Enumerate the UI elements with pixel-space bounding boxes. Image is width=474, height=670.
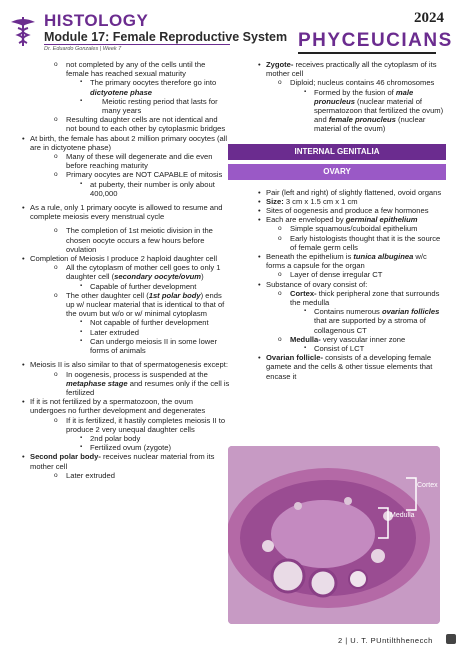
list-item: • Size: 3 cm x 1.5 cm x 1 cm	[254, 197, 444, 206]
caduceus-logo-icon	[6, 14, 40, 48]
subject-title: HISTOLOGY	[44, 11, 149, 30]
list-item: ▪ Can undergo meiosis II in some lower forms of animals	[30, 337, 230, 355]
ovary-micrograph	[228, 446, 440, 624]
list-item: o not completed by any of the cells until the female has reached sexual maturity	[30, 60, 230, 78]
right-column	[254, 60, 444, 381]
list-item: • Ovarian follicle- consists of a developing female gamete and the cells & other tissue elements that encase it	[254, 353, 444, 381]
list-item: o Early histologists thought that it is the source of female germ cells	[254, 234, 444, 252]
list-item: ▪ Meiotic resting period that lasts for many years	[30, 97, 230, 115]
ovary-histology-image	[228, 446, 440, 624]
list-item: • Completion of Meiosis I produce 2 haploid daughter cell	[18, 254, 230, 263]
list-item: o The other daughter cell (1st polar body) ends up w/ nuclear material that is identical to that of the ovum but w/o or w/ minimal cytoplasm	[30, 291, 230, 319]
list-item: o If it is fertilized, it hastily completes meiosis II to produce 2 very unequal daughter cells	[30, 416, 230, 434]
list-item: ▪ Fertilized ovum (zygote)	[30, 443, 230, 452]
lecturer-info: Dr. Eduardo Gonzales | Week 7	[44, 46, 122, 52]
list-item: • As a rule, only 1 primary oocyte is allowed to resume and complete meiosis every menstrual cycle	[18, 203, 230, 221]
list-item: o Later extruded	[30, 471, 230, 480]
list-item: o Layer of dense irregular CT	[254, 270, 444, 279]
page-header	[0, 0, 474, 56]
section-header-ovary: OVARY	[228, 164, 446, 180]
list-item: ▪ Formed by the fusion of male pronucleus (nuclear material of spermatozoon that fertilized the ovum) and female pronucleus (nuclear material of the ovum)	[254, 88, 444, 134]
list-item: ▪ Contains numerous ovarian follicles that are supported by a stroma of collagenous CT	[254, 307, 444, 335]
year-label: 2024	[414, 10, 444, 26]
list-item: • Meiosis II is also similar to that of spermatogenesis except:	[18, 360, 230, 369]
list-item: • Each are enveloped by germinal epithelium	[254, 215, 444, 224]
list-item: o The completion of 1st meiotic division in the chosen oocyte occurs a few hours before ovulation	[30, 226, 230, 254]
list-item: • At birth, the female has about 2 million primary oocytes (all are in dictyotene phase)	[18, 134, 230, 152]
list-item: o In oogenesis, process is suspended at the metaphase stage and resumes only if the cell is fertilized	[30, 370, 230, 398]
list-item: o All the cytoplasm of mother cell goes to only 1 daughter cell (secondary oocyte/ovum)	[30, 263, 230, 281]
list-item: • Zygote- receives practically all the cytoplasm of its mother cell	[254, 60, 444, 78]
list-item: • Substance of ovary consist of:	[254, 280, 444, 289]
list-item: ▪ Later extruded	[30, 328, 230, 337]
brand-logo: PHYCEUCIANS	[298, 30, 453, 51]
list-item: o Diploid; nucleus contains 46 chromosomes	[254, 78, 444, 87]
list-item: ▪ at puberty, their number is only about 400,000	[30, 180, 230, 198]
footer-badge-icon	[446, 634, 456, 644]
list-item: • Second polar body- receives nuclear material from its mother cell	[18, 452, 230, 470]
brand-underline	[298, 52, 436, 54]
list-item: o Simple squamous/cuboidal epithelium	[254, 224, 444, 233]
list-item: o Resulting daughter cells are not identical and not bound to each other by cytoplasmic bridges	[30, 115, 230, 133]
list-item: o Cortex- thick peripheral zone that surrounds the medulla	[254, 289, 444, 307]
list-item: • Sites of oogenesis and produce a few hormones	[254, 206, 444, 215]
list-item: ▪ Not capable of further development	[30, 318, 230, 327]
list-item: ▪ The primary oocytes therefore go into dictyotene phase	[30, 78, 230, 96]
page-footer: 2 | U. T. PUntilthhenecch	[338, 636, 433, 645]
label-cortex: Cortex	[417, 482, 438, 489]
list-item: • Pair (left and right) of slightly flattened, ovoid organs	[254, 188, 444, 197]
list-item: ▪ Consist of LCT	[254, 344, 444, 353]
section-header-internal-genitalia: INTERNAL GENITALIA	[228, 144, 446, 160]
list-item: • Beneath the epithelium is tunica albuginea w/c forms a capsule for the organ	[254, 252, 444, 270]
list-item: o Many of these will degenerate and die even before reaching maturity	[30, 152, 230, 170]
label-medulla: Medulla	[390, 512, 415, 519]
left-column	[30, 60, 230, 480]
list-item: • If it is not fertilized by a spermatozoon, the ovum undergoes no further development and degenerates	[18, 397, 230, 415]
list-item: o Medulla- very vascular inner zone	[254, 335, 444, 344]
header-divider	[44, 44, 230, 45]
list-item: o Primary oocytes are NOT CAPABLE of mitosis	[30, 170, 230, 179]
list-item: ▪ 2nd polar body	[30, 434, 230, 443]
list-item: ▪ Capable of further development	[30, 282, 230, 291]
module-title: Module 17: Female Reproductive System	[44, 30, 288, 44]
